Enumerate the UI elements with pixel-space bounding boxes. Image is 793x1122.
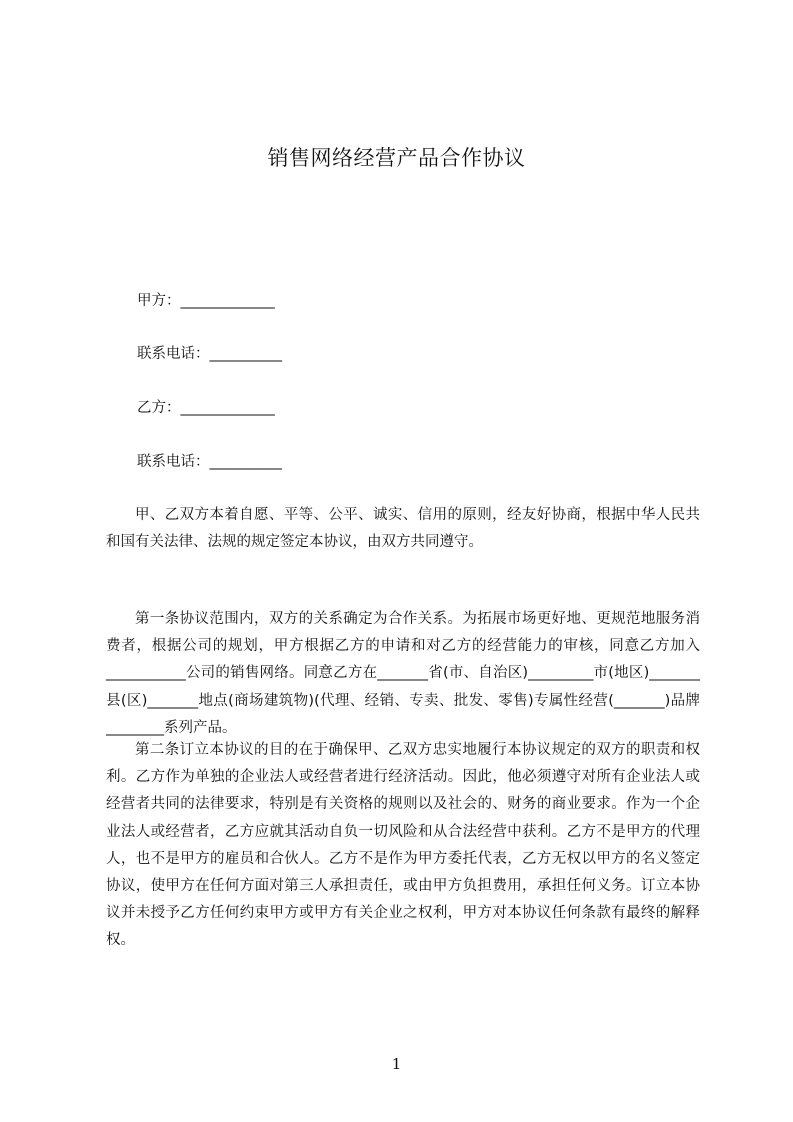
page-number: 1: [391, 1055, 402, 1073]
document-title: 销售网络经营产品合作协议: [267, 146, 526, 170]
party-a-field: 甲方：_____________: [137, 293, 275, 309]
article-1-paragraph: 第一条协议范围内，双方的关系确定为合作关系。为拓展市场更好地、更规范地服务消费者，根据公司的规划，甲方根据乙方的申请和对乙方的经营能力的审核，同意乙方加入___________公司的销售网络。同意乙方在_______省(市、自治区)_________市(地区)_______县(区)_______地点(商场建筑物)(代理、经销、专卖、批发、零售)专属性经营(_______)品牌________系列产品。: [106, 611, 700, 736]
preamble-paragraph: 甲、乙双方本着自愿、平等、公平、诚实、信用的原则，经友好协商，根据中华人民共和国有关法律、法规的规定签定本协议，由双方共同遵守。: [106, 507, 700, 551]
party-b-phone-field: 联系电话：__________: [137, 454, 282, 470]
party-b-field: 乙方：_____________: [137, 400, 275, 416]
party-a-phone-field: 联系电话：__________: [137, 346, 282, 362]
article-2-paragraph: 第二条订立本协议的目的在于确保甲、乙双方忠实地履行本协议规定的双方的职责和权利。乙方作为单独的企业法人或经营者进行经济活动。因此，他必须遵守对所有企业法人或经营者共同的法律要求，特别是有关资格的规则以及社会的、财务的商业要求。作为一个企业法人或经营者，乙方应就其活动自负一切风险和从合法经营中获利。乙方不是甲方的代理人，也不是甲方的雇员和合伙人。乙方不是作为甲方委托代表，乙方无权以甲方的名义签定协议，使甲方在任何方面对第三人承担责任，或由甲方负担费用，承担任何义务。订立本协议并未授予乙方任何约束甲方或甲方有关企业之权利，甲方对本协议任何条款有最终的解释权。: [106, 742, 700, 949]
